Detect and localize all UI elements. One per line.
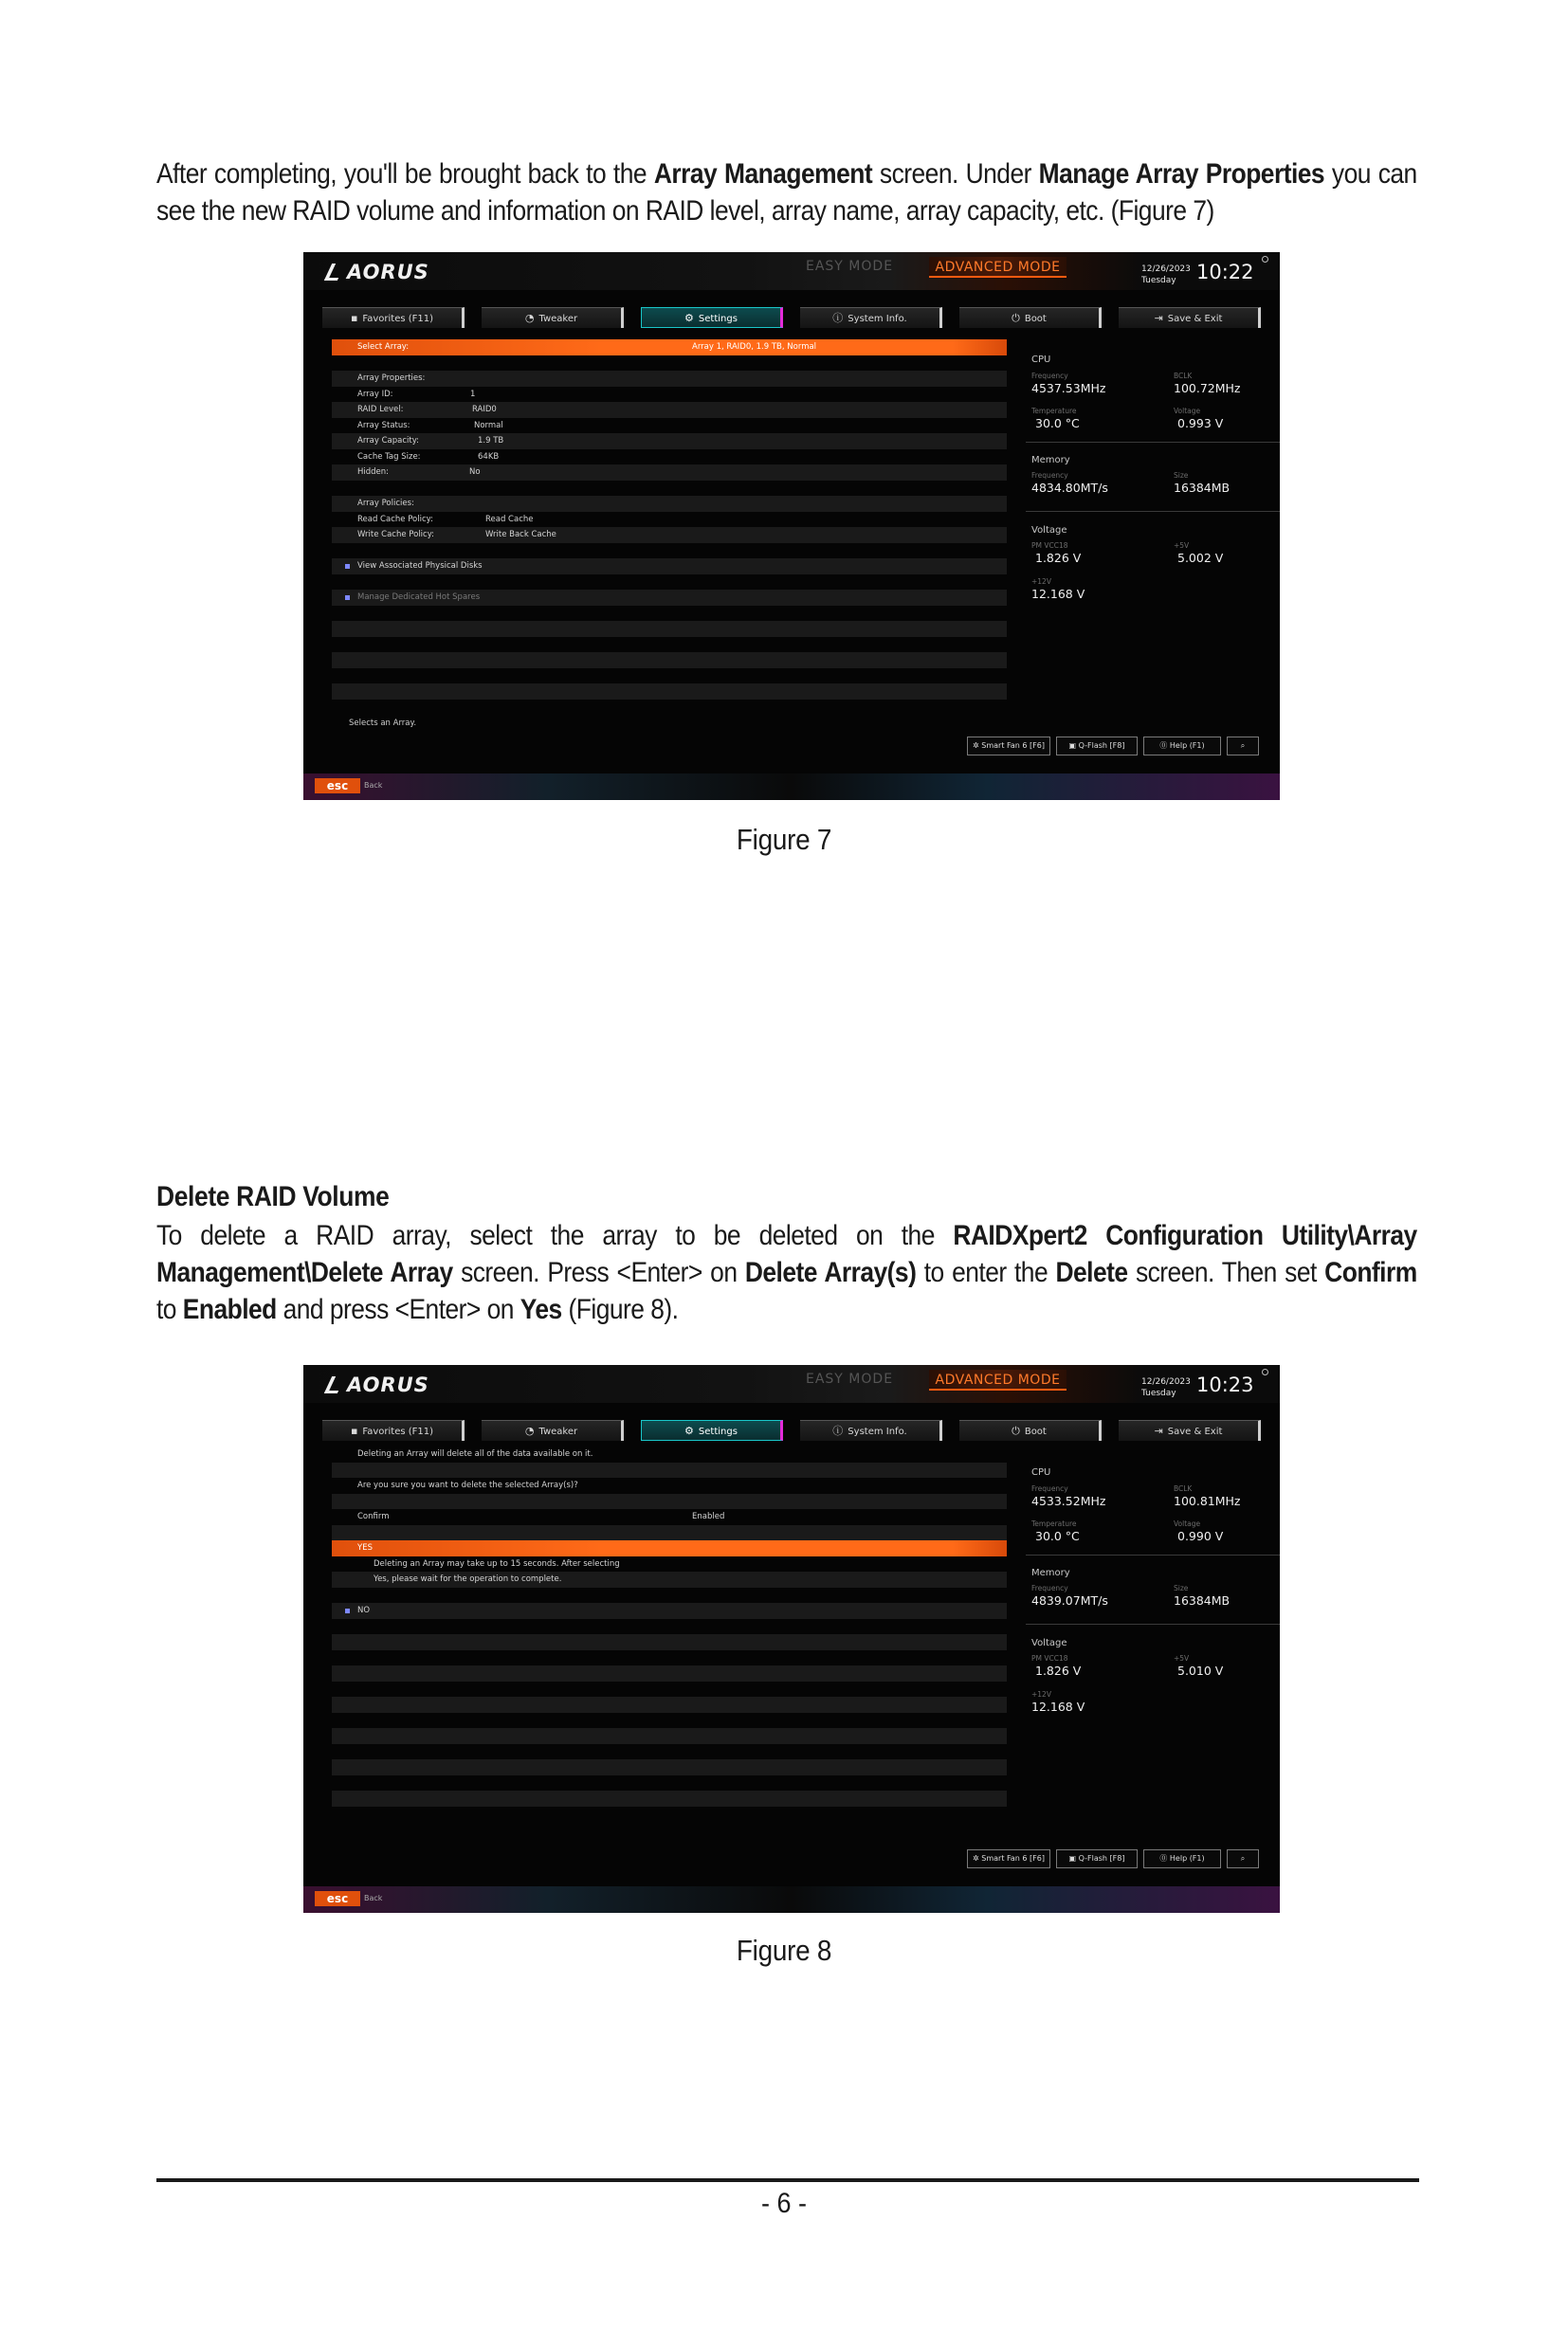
gauge-icon: ◔ — [524, 1425, 535, 1437]
read-cache-policy-row: Read Cache Policy: Read Cache — [357, 514, 534, 524]
smart-fan-button[interactable]: ✲ Smart Fan 6 [F6] — [967, 1849, 1050, 1868]
help-button[interactable]: ⓪ Help (F1) — [1143, 737, 1221, 755]
array-policies-header: Array Policies: — [332, 496, 1007, 512]
advanced-mode-button[interactable]: ADVANCED MODE — [929, 257, 1067, 278]
tab-settings[interactable]: ⚙ Settings — [641, 1420, 783, 1441]
help-hint: Selects an Array. — [349, 719, 417, 728]
delete-note-line1: Deleting an Array may take up to 15 seconds. After selecting — [374, 1558, 620, 1569]
q-flash-button[interactable]: ▣ Q-Flash [F8] — [1056, 1849, 1138, 1868]
power-icon: ⏻ — [1012, 1425, 1020, 1437]
back-label: Back — [364, 1894, 383, 1902]
tab-boot[interactable]: ⏻ Boot — [959, 307, 1102, 328]
tab-boot[interactable]: ⏻ Boot — [959, 1420, 1102, 1441]
figure7-caption: Figure 7 — [736, 823, 832, 856]
bullet-icon — [345, 564, 350, 569]
esc-button[interactable]: esc — [315, 778, 360, 793]
tab-save-exit[interactable]: ⇥ Save & Exit — [1119, 1420, 1261, 1441]
tab-favorites[interactable]: ▪ Favorites (F11) — [322, 307, 465, 328]
tab-system-info[interactable]: ⓘ System Info. — [800, 307, 942, 328]
tab-tweaker[interactable]: ◔ Tweaker — [482, 307, 624, 328]
search-icon[interactable]: ⌕ — [1227, 1849, 1259, 1868]
delete-warning: Deleting an Array will delete all of the data available on it. — [357, 1449, 593, 1459]
bios-screenshot-figure8: AORUS EASY MODE ADVANCED MODE 12/26/2023 Tuesday 10:23 ▪ Favorites (F11) ◔ Tweaker ⚙ Settings ⓘ System Info. ⏻ Boot ⇥ Save & Exit Deleting an Array will delete all of the data available on it. Are you sure you want to delete the selected Array(s)? Confirm Enabled YES Deleting an Array may take up to 15 seconds. After selecting Yes, please wait for the operation to complete. NO CPU Frequency BCLK 4533.52MHz 100.81MHz Temperature Voltage 30.0 °C 0.990 V Memory Frequency Size 4839.07MT/s 16384MB Voltage PM VCC18 +5V 1.826 V 5.010 V +12V 12.168 V ✲ Smart Fan 6 [F6] ▣ Q-Flash [F8] ⓪ Help (F1) ⌕ esc Back — [303, 1365, 1280, 1913]
date-display: 12/26/2023 Tuesday — [1141, 264, 1191, 285]
page-number: - 6 - — [760, 2188, 808, 2219]
date-display: 12/26/2023 Tuesday — [1141, 1377, 1191, 1398]
view-physical-disks-item[interactable]: View Associated Physical Disks — [332, 558, 1007, 574]
no-option[interactable]: NO — [332, 1603, 1007, 1619]
cache-tag-size-row: Cache Tag Size: 64KB — [357, 451, 500, 462]
time-display: 10:22 — [1196, 261, 1254, 283]
confirm-row[interactable]: Confirm Enabled — [357, 1512, 725, 1521]
advanced-mode-button[interactable]: ADVANCED MODE — [929, 1370, 1067, 1391]
exit-icon: ⇥ — [1154, 1425, 1163, 1437]
esc-button[interactable]: esc — [315, 1891, 360, 1906]
write-cache-policy-row: Write Cache Policy: Write Back Cache — [332, 527, 1007, 543]
time-display: 10:23 — [1196, 1374, 1254, 1396]
tab-settings[interactable]: ⚙ Settings — [641, 307, 783, 328]
array-status-row: Array Status: Normal — [357, 420, 503, 430]
easy-mode-button[interactable]: EASY MODE — [806, 1372, 894, 1387]
smart-fan-button[interactable]: ✲ Smart Fan 6 [F6] — [967, 737, 1050, 755]
easy-mode-button[interactable]: EASY MODE — [806, 259, 894, 274]
q-flash-button[interactable]: ▣ Q-Flash [F8] — [1056, 737, 1138, 755]
yes-option[interactable]: YES — [332, 1540, 1007, 1556]
array-capacity-row: Array Capacity: 1.9 TB — [332, 433, 1007, 449]
info-icon: ⓘ — [832, 1425, 844, 1437]
bios-tabs — [322, 307, 1270, 330]
select-array-row[interactable]: Select Array: Array 1, RAID0, 1.9 TB, Normal — [332, 339, 1007, 355]
figure8-caption: Figure 8 — [736, 1934, 832, 1967]
raid-level-row: RAID Level: RAID0 — [332, 402, 1007, 418]
main-panel — [332, 1447, 1007, 1807]
delete-note-line2: Yes, please wait for the operation to complete. — [332, 1572, 1007, 1588]
settings-dot-icon — [1262, 256, 1268, 263]
manage-hot-spares-item[interactable]: Manage Dedicated Hot Spares — [332, 590, 1007, 606]
gear-icon: ⚙ — [684, 312, 694, 324]
gauge-icon: ◔ — [524, 312, 535, 324]
bios-tabs — [322, 1420, 1270, 1443]
power-icon: ⏻ — [1012, 312, 1020, 324]
section-heading: Delete RAID Volume — [156, 1181, 390, 1212]
search-icon[interactable]: ⌕ — [1227, 737, 1259, 755]
info-icon: ⓘ — [832, 312, 844, 324]
bios-topbar — [303, 252, 1280, 290]
exit-icon: ⇥ — [1154, 312, 1163, 324]
bios-footer — [303, 773, 1280, 800]
back-label: Back — [364, 781, 383, 790]
help-button[interactable]: ⓪ Help (F1) — [1143, 1849, 1221, 1868]
footer-rule — [156, 2178, 1419, 2182]
bullet-icon — [345, 595, 350, 600]
star-folder-icon: ▪ — [350, 312, 358, 324]
bullet-icon — [345, 1609, 350, 1613]
aorus-logo: AORUS — [328, 261, 429, 283]
array-properties-header: Array Properties: — [332, 371, 1007, 387]
section-paragraph: To delete a RAID array, select the array to be deleted on the RAIDXpert2 Configuration Utility\Array Management\Delete Array screen. Press <Enter> on Delete Array(s) to enter the Delete screen. Then set Confirm to Enabled and press <Enter> on Yes (Figure 8). — [156, 1220, 1417, 1325]
bios-footer — [303, 1886, 1280, 1913]
tab-favorites[interactable]: ▪ Favorites (F11) — [322, 1420, 465, 1441]
hidden-row: Hidden: No — [332, 464, 1007, 481]
tab-tweaker[interactable]: ◔ Tweaker — [482, 1420, 624, 1441]
delete-question: Are you sure you want to delete the selected Array(s)? — [357, 1481, 578, 1490]
intro-paragraph: After completing, you'll be brought back to the Array Management screen. Under Manage Array Properties you can see the new RAID volume and information on RAID level, array name, array capacity, etc. (Figure 7) — [156, 158, 1417, 227]
array-id-row: Array ID: 1 — [357, 389, 476, 399]
star-folder-icon: ▪ — [350, 1425, 358, 1437]
bios-topbar — [303, 1365, 1280, 1403]
tab-system-info[interactable]: ⓘ System Info. — [800, 1420, 942, 1441]
gear-icon: ⚙ — [684, 1425, 694, 1437]
tab-save-exit[interactable]: ⇥ Save & Exit — [1119, 307, 1261, 328]
settings-dot-icon — [1262, 1369, 1268, 1375]
bios-screenshot-figure7: AORUS EASY MODE ADVANCED MODE 12/26/2023 Tuesday 10:22 ▪ Favorites (F11) ◔ Tweaker ⚙ Settings ⓘ System Info. ⏻ Boot ⇥ Save & Exit Select Array: Array 1, RAID0, 1.9 TB, Normal Array Properties: Array ID: 1 RAID Level: RAID0 Array Status: Normal Array Capacity: 1.9 TB Cache Tag Size: 64KB Hidden: No Array Policies: Read Cache Policy: Read Cache Write Cache Policy: Write Back Cache View Associated Physical Disks Manage Dedicated Hot Spares CPU Frequency BCLK 4537.53MHz 100.72MHz Temperature Voltage 30.0 °C 0.993 V Memory Frequency Size 4834.80MT/s 16384MB Voltage PM VCC18 +5V 1.826 V 5.002 V +12V 12.168 V Selects an Array. ✲ Smart Fan 6 [F6] ▣ Q-Flash [F8] ⓪ Help (F1) ⌕ esc Back — [303, 252, 1280, 800]
aorus-logo: AORUS — [328, 1374, 429, 1396]
main-panel — [332, 339, 1007, 700]
